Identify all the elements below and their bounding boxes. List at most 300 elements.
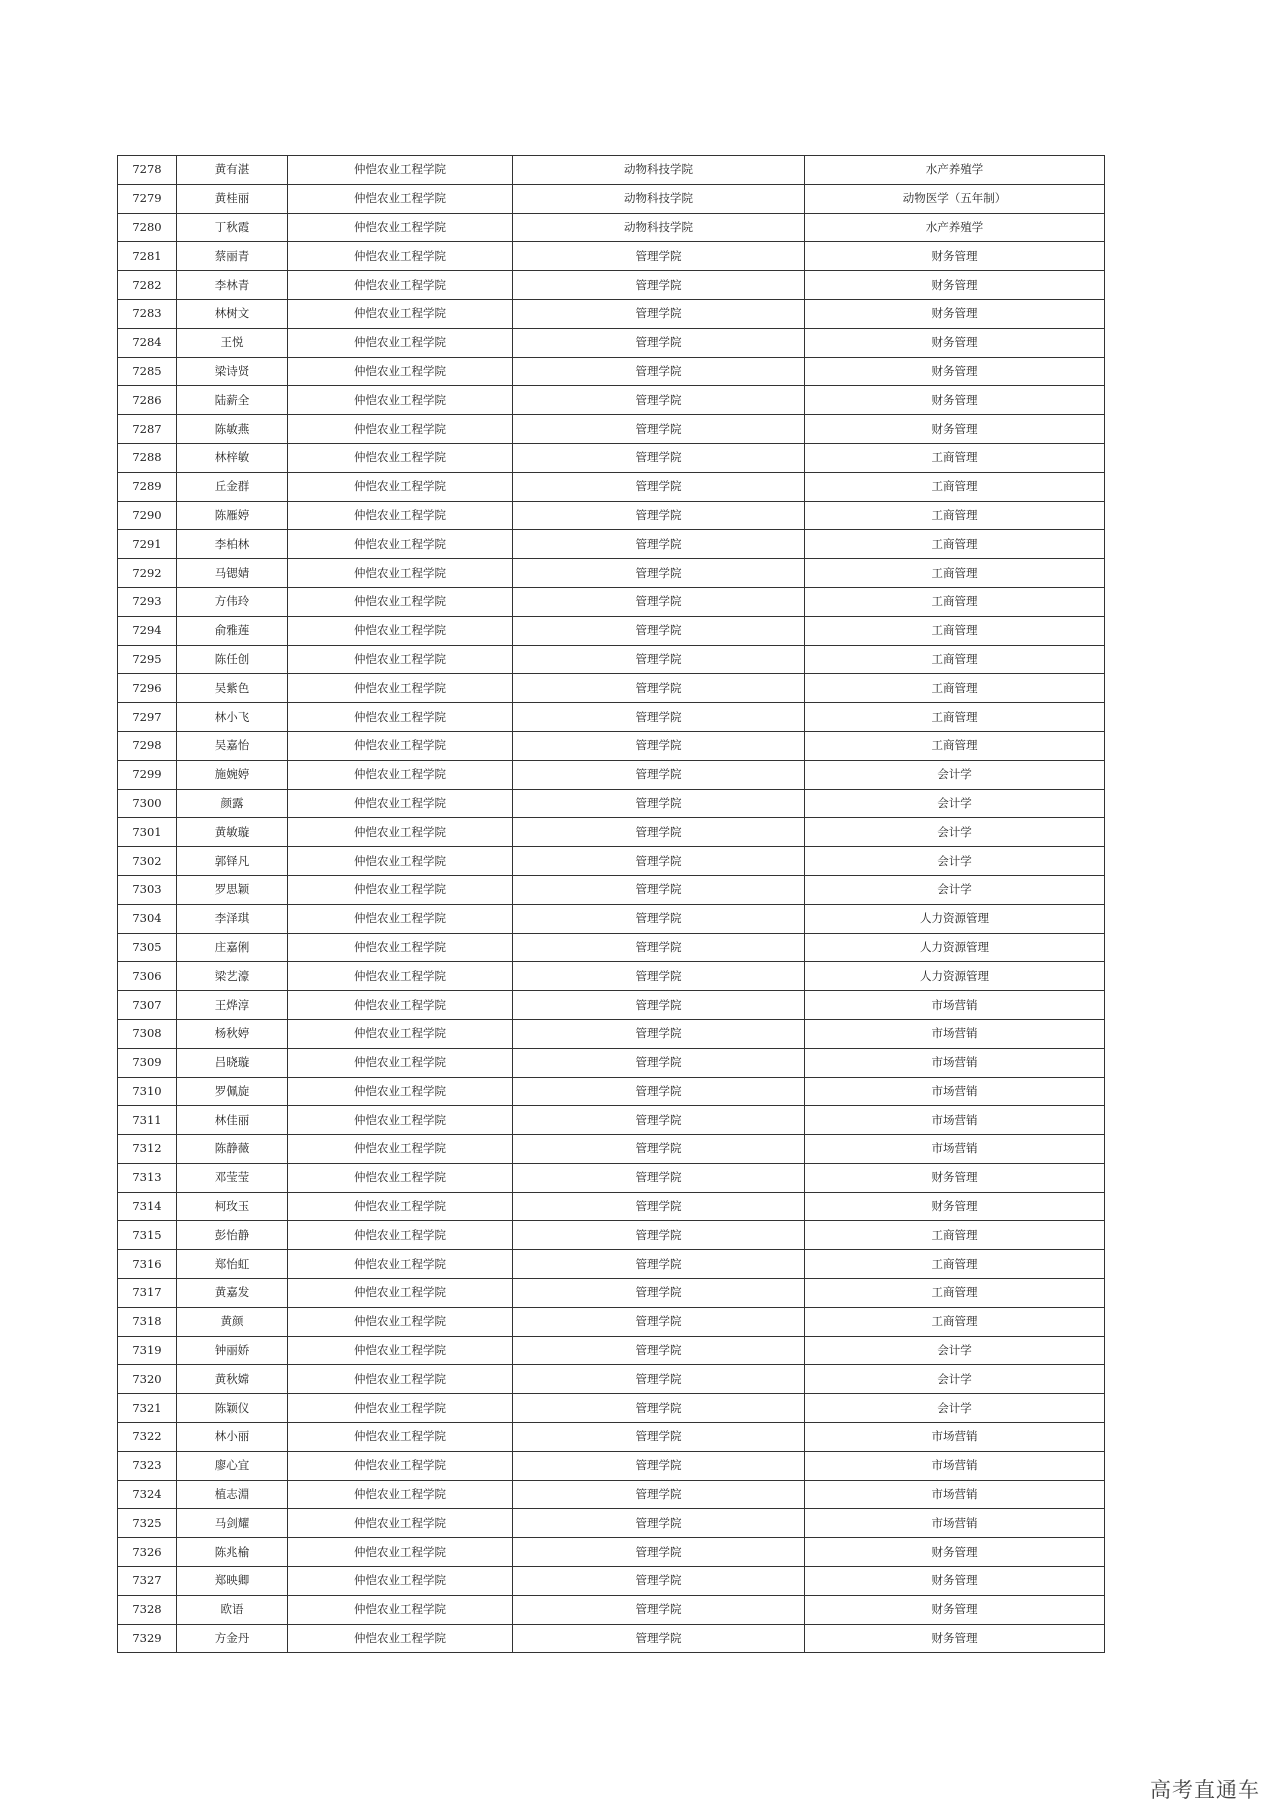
student-name-cell: 林小飞 bbox=[177, 703, 288, 732]
row-number-cell: 7303 bbox=[118, 875, 177, 904]
row-number-cell: 7295 bbox=[118, 645, 177, 674]
college-name-cell: 管理学院 bbox=[513, 1595, 805, 1624]
college-name-cell: 管理学院 bbox=[513, 415, 805, 444]
row-number-cell: 7291 bbox=[118, 530, 177, 559]
table-row bbox=[118, 1509, 1105, 1538]
college-name-cell: 管理学院 bbox=[513, 1048, 805, 1077]
student-name-cell: 黄有湛 bbox=[177, 156, 288, 185]
university-name-cell: 仲恺农业工程学院 bbox=[288, 1048, 513, 1077]
university-name-cell: 仲恺农业工程学院 bbox=[288, 1163, 513, 1192]
student-name-cell: 施婉婷 bbox=[177, 760, 288, 789]
student-name-cell: 李柏林 bbox=[177, 530, 288, 559]
table-row bbox=[118, 242, 1105, 271]
row-number-cell: 7293 bbox=[118, 587, 177, 616]
college-name-cell: 管理学院 bbox=[513, 587, 805, 616]
student-name-cell: 陈静薇 bbox=[177, 1135, 288, 1164]
major-name-cell: 财务管理 bbox=[805, 386, 1105, 415]
university-name-cell: 仲恺农业工程学院 bbox=[288, 760, 513, 789]
row-number-cell: 7288 bbox=[118, 443, 177, 472]
university-name-cell: 仲恺农业工程学院 bbox=[288, 1538, 513, 1567]
university-name-cell: 仲恺农业工程学院 bbox=[288, 1336, 513, 1365]
row-number-cell: 7314 bbox=[118, 1192, 177, 1221]
college-name-cell: 管理学院 bbox=[513, 1624, 805, 1653]
student-name-cell: 钟丽娇 bbox=[177, 1336, 288, 1365]
table-row bbox=[118, 731, 1105, 760]
student-name-cell: 陈敏燕 bbox=[177, 415, 288, 444]
university-name-cell: 仲恺农业工程学院 bbox=[288, 501, 513, 530]
major-name-cell: 水产养殖学 bbox=[805, 156, 1105, 185]
university-name-cell: 仲恺农业工程学院 bbox=[288, 904, 513, 933]
row-number-cell: 7328 bbox=[118, 1595, 177, 1624]
watermark-logo: 高考直通车 bbox=[1150, 1778, 1260, 1802]
roster-body bbox=[118, 156, 1105, 1653]
row-number-cell: 7311 bbox=[118, 1106, 177, 1135]
major-name-cell: 财务管理 bbox=[805, 1163, 1105, 1192]
student-name-cell: 黄敏璇 bbox=[177, 818, 288, 847]
row-number-cell: 7305 bbox=[118, 933, 177, 962]
major-name-cell: 工商管理 bbox=[805, 1250, 1105, 1279]
college-name-cell: 管理学院 bbox=[513, 818, 805, 847]
university-name-cell: 仲恺农业工程学院 bbox=[288, 1509, 513, 1538]
student-name-cell: 陈任创 bbox=[177, 645, 288, 674]
student-name-cell: 庄嘉俐 bbox=[177, 933, 288, 962]
major-name-cell: 人力资源管理 bbox=[805, 904, 1105, 933]
university-name-cell: 仲恺农业工程学院 bbox=[288, 1250, 513, 1279]
major-name-cell: 财务管理 bbox=[805, 1595, 1105, 1624]
university-name-cell: 仲恺农业工程学院 bbox=[288, 1307, 513, 1336]
university-name-cell: 仲恺农业工程学院 bbox=[288, 357, 513, 386]
row-number-cell: 7297 bbox=[118, 703, 177, 732]
table-row bbox=[118, 847, 1105, 876]
table-row bbox=[118, 415, 1105, 444]
table-row bbox=[118, 760, 1105, 789]
university-name-cell: 仲恺农业工程学院 bbox=[288, 875, 513, 904]
table-row bbox=[118, 1135, 1105, 1164]
major-name-cell: 工商管理 bbox=[805, 587, 1105, 616]
table-row bbox=[118, 184, 1105, 213]
major-name-cell: 市场营销 bbox=[805, 1451, 1105, 1480]
table-row bbox=[118, 645, 1105, 674]
university-name-cell: 仲恺农业工程学院 bbox=[288, 472, 513, 501]
university-name-cell: 仲恺农业工程学院 bbox=[288, 703, 513, 732]
college-name-cell: 管理学院 bbox=[513, 703, 805, 732]
row-number-cell: 7280 bbox=[118, 213, 177, 242]
table-row bbox=[118, 328, 1105, 357]
university-name-cell: 仲恺农业工程学院 bbox=[288, 1279, 513, 1308]
major-name-cell: 工商管理 bbox=[805, 1279, 1105, 1308]
row-number-cell: 7323 bbox=[118, 1451, 177, 1480]
college-name-cell: 管理学院 bbox=[513, 1336, 805, 1365]
row-number-cell: 7299 bbox=[118, 760, 177, 789]
student-name-cell: 邓莹莹 bbox=[177, 1163, 288, 1192]
university-name-cell: 仲恺农业工程学院 bbox=[288, 789, 513, 818]
major-name-cell: 工商管理 bbox=[805, 501, 1105, 530]
student-name-cell: 方金丹 bbox=[177, 1624, 288, 1653]
college-name-cell: 管理学院 bbox=[513, 1365, 805, 1394]
major-name-cell: 财务管理 bbox=[805, 242, 1105, 271]
college-name-cell: 动物科技学院 bbox=[513, 213, 805, 242]
student-name-cell: 廖心宜 bbox=[177, 1451, 288, 1480]
student-name-cell: 陆薪全 bbox=[177, 386, 288, 415]
college-name-cell: 管理学院 bbox=[513, 1106, 805, 1135]
student-name-cell: 林梓敏 bbox=[177, 443, 288, 472]
university-name-cell: 仲恺农业工程学院 bbox=[288, 213, 513, 242]
college-name-cell: 管理学院 bbox=[513, 472, 805, 501]
student-name-cell: 马剑耀 bbox=[177, 1509, 288, 1538]
row-number-cell: 7284 bbox=[118, 328, 177, 357]
table-row bbox=[118, 1423, 1105, 1452]
student-name-cell: 梁艺濠 bbox=[177, 962, 288, 991]
major-name-cell: 工商管理 bbox=[805, 731, 1105, 760]
student-name-cell: 林佳丽 bbox=[177, 1106, 288, 1135]
major-name-cell: 工商管理 bbox=[805, 1307, 1105, 1336]
row-number-cell: 7312 bbox=[118, 1135, 177, 1164]
college-name-cell: 管理学院 bbox=[513, 1077, 805, 1106]
college-name-cell: 管理学院 bbox=[513, 1221, 805, 1250]
row-number-cell: 7285 bbox=[118, 357, 177, 386]
row-number-cell: 7321 bbox=[118, 1394, 177, 1423]
table-row bbox=[118, 1567, 1105, 1596]
university-name-cell: 仲恺农业工程学院 bbox=[288, 1192, 513, 1221]
major-name-cell: 会计学 bbox=[805, 1394, 1105, 1423]
row-number-cell: 7317 bbox=[118, 1279, 177, 1308]
university-name-cell: 仲恺农业工程学院 bbox=[288, 1077, 513, 1106]
university-name-cell: 仲恺农业工程学院 bbox=[288, 1423, 513, 1452]
student-name-cell: 郭铎凡 bbox=[177, 847, 288, 876]
table-row bbox=[118, 674, 1105, 703]
row-number-cell: 7325 bbox=[118, 1509, 177, 1538]
major-name-cell: 工商管理 bbox=[805, 559, 1105, 588]
major-name-cell: 会计学 bbox=[805, 875, 1105, 904]
row-number-cell: 7306 bbox=[118, 962, 177, 991]
university-name-cell: 仲恺农业工程学院 bbox=[288, 1365, 513, 1394]
row-number-cell: 7292 bbox=[118, 559, 177, 588]
student-name-cell: 马锶婧 bbox=[177, 559, 288, 588]
table-row bbox=[118, 1192, 1105, 1221]
major-name-cell: 市场营销 bbox=[805, 1019, 1105, 1048]
university-name-cell: 仲恺农业工程学院 bbox=[288, 731, 513, 760]
table-row bbox=[118, 271, 1105, 300]
university-name-cell: 仲恺农业工程学院 bbox=[288, 818, 513, 847]
university-name-cell: 仲恺农业工程学院 bbox=[288, 1595, 513, 1624]
major-name-cell: 人力资源管理 bbox=[805, 933, 1105, 962]
table-row bbox=[118, 933, 1105, 962]
university-name-cell: 仲恺农业工程学院 bbox=[288, 156, 513, 185]
row-number-cell: 7313 bbox=[118, 1163, 177, 1192]
row-number-cell: 7329 bbox=[118, 1624, 177, 1653]
major-name-cell: 工商管理 bbox=[805, 530, 1105, 559]
major-name-cell: 财务管理 bbox=[805, 1567, 1105, 1596]
college-name-cell: 管理学院 bbox=[513, 1423, 805, 1452]
major-name-cell: 市场营销 bbox=[805, 1048, 1105, 1077]
university-name-cell: 仲恺农业工程学院 bbox=[288, 299, 513, 328]
college-name-cell: 管理学院 bbox=[513, 847, 805, 876]
university-name-cell: 仲恺农业工程学院 bbox=[288, 1451, 513, 1480]
major-name-cell: 财务管理 bbox=[805, 357, 1105, 386]
college-name-cell: 管理学院 bbox=[513, 1250, 805, 1279]
row-number-cell: 7300 bbox=[118, 789, 177, 818]
table-row bbox=[118, 818, 1105, 847]
table-row bbox=[118, 1480, 1105, 1509]
table-row bbox=[118, 501, 1105, 530]
table-row bbox=[118, 1106, 1105, 1135]
university-name-cell: 仲恺农业工程学院 bbox=[288, 530, 513, 559]
major-name-cell: 财务管理 bbox=[805, 1624, 1105, 1653]
university-name-cell: 仲恺农业工程学院 bbox=[288, 847, 513, 876]
major-name-cell: 市场营销 bbox=[805, 1106, 1105, 1135]
university-name-cell: 仲恺农业工程学院 bbox=[288, 1106, 513, 1135]
table-row bbox=[118, 1394, 1105, 1423]
college-name-cell: 管理学院 bbox=[513, 904, 805, 933]
college-name-cell: 管理学院 bbox=[513, 933, 805, 962]
university-name-cell: 仲恺农业工程学院 bbox=[288, 328, 513, 357]
college-name-cell: 管理学院 bbox=[513, 271, 805, 300]
table-row bbox=[118, 357, 1105, 386]
major-name-cell: 工商管理 bbox=[805, 443, 1105, 472]
table-row bbox=[118, 1451, 1105, 1480]
student-name-cell: 俞雅莲 bbox=[177, 616, 288, 645]
university-name-cell: 仲恺农业工程学院 bbox=[288, 1019, 513, 1048]
row-number-cell: 7281 bbox=[118, 242, 177, 271]
student-name-cell: 吕晓璇 bbox=[177, 1048, 288, 1077]
college-name-cell: 管理学院 bbox=[513, 559, 805, 588]
university-name-cell: 仲恺农业工程学院 bbox=[288, 1480, 513, 1509]
row-number-cell: 7278 bbox=[118, 156, 177, 185]
college-name-cell: 管理学院 bbox=[513, 1019, 805, 1048]
college-name-cell: 管理学院 bbox=[513, 731, 805, 760]
college-name-cell: 管理学院 bbox=[513, 1192, 805, 1221]
row-number-cell: 7315 bbox=[118, 1221, 177, 1250]
row-number-cell: 7287 bbox=[118, 415, 177, 444]
major-name-cell: 财务管理 bbox=[805, 1192, 1105, 1221]
university-name-cell: 仲恺农业工程学院 bbox=[288, 674, 513, 703]
row-number-cell: 7282 bbox=[118, 271, 177, 300]
major-name-cell: 市场营销 bbox=[805, 1077, 1105, 1106]
college-name-cell: 管理学院 bbox=[513, 1135, 805, 1164]
college-name-cell: 管理学院 bbox=[513, 616, 805, 645]
college-name-cell: 管理学院 bbox=[513, 357, 805, 386]
table-row bbox=[118, 156, 1105, 185]
student-name-cell: 丘金群 bbox=[177, 472, 288, 501]
student-name-cell: 颜露 bbox=[177, 789, 288, 818]
table-row bbox=[118, 616, 1105, 645]
college-name-cell: 管理学院 bbox=[513, 386, 805, 415]
major-name-cell: 会计学 bbox=[805, 1336, 1105, 1365]
college-name-cell: 管理学院 bbox=[513, 1163, 805, 1192]
student-name-cell: 欧语 bbox=[177, 1595, 288, 1624]
student-name-cell: 黄桂丽 bbox=[177, 184, 288, 213]
college-name-cell: 管理学院 bbox=[513, 1394, 805, 1423]
college-name-cell: 管理学院 bbox=[513, 962, 805, 991]
college-name-cell: 管理学院 bbox=[513, 1567, 805, 1596]
table-row bbox=[118, 703, 1105, 732]
table-row bbox=[118, 443, 1105, 472]
row-number-cell: 7283 bbox=[118, 299, 177, 328]
student-name-cell: 罗思颖 bbox=[177, 875, 288, 904]
major-name-cell: 会计学 bbox=[805, 1365, 1105, 1394]
table-row bbox=[118, 875, 1105, 904]
major-name-cell: 市场营销 bbox=[805, 1480, 1105, 1509]
university-name-cell: 仲恺农业工程学院 bbox=[288, 1221, 513, 1250]
major-name-cell: 财务管理 bbox=[805, 299, 1105, 328]
table-row bbox=[118, 472, 1105, 501]
table-row bbox=[118, 213, 1105, 242]
student-name-cell: 罗佩旋 bbox=[177, 1077, 288, 1106]
college-name-cell: 管理学院 bbox=[513, 760, 805, 789]
college-name-cell: 管理学院 bbox=[513, 991, 805, 1020]
row-number-cell: 7296 bbox=[118, 674, 177, 703]
student-name-cell: 方伟玲 bbox=[177, 587, 288, 616]
major-name-cell: 工商管理 bbox=[805, 1221, 1105, 1250]
university-name-cell: 仲恺农业工程学院 bbox=[288, 1567, 513, 1596]
row-number-cell: 7290 bbox=[118, 501, 177, 530]
row-number-cell: 7324 bbox=[118, 1480, 177, 1509]
major-name-cell: 市场营销 bbox=[805, 1423, 1105, 1452]
major-name-cell: 市场营销 bbox=[805, 1509, 1105, 1538]
row-number-cell: 7319 bbox=[118, 1336, 177, 1365]
student-name-cell: 李泽琪 bbox=[177, 904, 288, 933]
college-name-cell: 动物科技学院 bbox=[513, 184, 805, 213]
university-name-cell: 仲恺农业工程学院 bbox=[288, 587, 513, 616]
table-row bbox=[118, 789, 1105, 818]
university-name-cell: 仲恺农业工程学院 bbox=[288, 1135, 513, 1164]
table-row bbox=[118, 1250, 1105, 1279]
row-number-cell: 7326 bbox=[118, 1538, 177, 1567]
table-row bbox=[118, 299, 1105, 328]
row-number-cell: 7286 bbox=[118, 386, 177, 415]
college-name-cell: 管理学院 bbox=[513, 242, 805, 271]
table-row bbox=[118, 991, 1105, 1020]
college-name-cell: 管理学院 bbox=[513, 1451, 805, 1480]
college-name-cell: 管理学院 bbox=[513, 1509, 805, 1538]
major-name-cell: 会计学 bbox=[805, 789, 1105, 818]
major-name-cell: 市场营销 bbox=[805, 991, 1105, 1020]
student-name-cell: 王烨淳 bbox=[177, 991, 288, 1020]
major-name-cell: 会计学 bbox=[805, 818, 1105, 847]
university-name-cell: 仲恺农业工程学院 bbox=[288, 616, 513, 645]
table-row bbox=[118, 587, 1105, 616]
student-name-cell: 林小丽 bbox=[177, 1423, 288, 1452]
student-name-cell: 郑怡虹 bbox=[177, 1250, 288, 1279]
row-number-cell: 7327 bbox=[118, 1567, 177, 1596]
row-number-cell: 7320 bbox=[118, 1365, 177, 1394]
student-name-cell: 彭怡静 bbox=[177, 1221, 288, 1250]
college-name-cell: 管理学院 bbox=[513, 789, 805, 818]
university-name-cell: 仲恺农业工程学院 bbox=[288, 991, 513, 1020]
table-row bbox=[118, 1163, 1105, 1192]
table-row bbox=[118, 530, 1105, 559]
student-roster-table bbox=[117, 155, 1105, 1653]
student-name-cell: 郑映卿 bbox=[177, 1567, 288, 1596]
row-number-cell: 7308 bbox=[118, 1019, 177, 1048]
college-name-cell: 管理学院 bbox=[513, 645, 805, 674]
row-number-cell: 7310 bbox=[118, 1077, 177, 1106]
university-name-cell: 仲恺农业工程学院 bbox=[288, 386, 513, 415]
major-name-cell: 市场营销 bbox=[805, 1135, 1105, 1164]
major-name-cell: 动物医学（五年制） bbox=[805, 184, 1105, 213]
student-name-cell: 林树文 bbox=[177, 299, 288, 328]
major-name-cell: 财务管理 bbox=[805, 271, 1105, 300]
college-name-cell: 管理学院 bbox=[513, 674, 805, 703]
student-name-cell: 黄秋嫦 bbox=[177, 1365, 288, 1394]
table-row bbox=[118, 904, 1105, 933]
table-row bbox=[118, 1048, 1105, 1077]
college-name-cell: 管理学院 bbox=[513, 501, 805, 530]
college-name-cell: 管理学院 bbox=[513, 1307, 805, 1336]
university-name-cell: 仲恺农业工程学院 bbox=[288, 645, 513, 674]
university-name-cell: 仲恺农业工程学院 bbox=[288, 242, 513, 271]
row-number-cell: 7289 bbox=[118, 472, 177, 501]
major-name-cell: 财务管理 bbox=[805, 1538, 1105, 1567]
university-name-cell: 仲恺农业工程学院 bbox=[288, 559, 513, 588]
university-name-cell: 仲恺农业工程学院 bbox=[288, 962, 513, 991]
student-name-cell: 梁诗贤 bbox=[177, 357, 288, 386]
major-name-cell: 会计学 bbox=[805, 847, 1105, 876]
table-row bbox=[118, 1077, 1105, 1106]
college-name-cell: 管理学院 bbox=[513, 328, 805, 357]
university-name-cell: 仲恺农业工程学院 bbox=[288, 1394, 513, 1423]
student-name-cell: 吴紫色 bbox=[177, 674, 288, 703]
row-number-cell: 7304 bbox=[118, 904, 177, 933]
major-name-cell: 水产养殖学 bbox=[805, 213, 1105, 242]
table-row bbox=[118, 1365, 1105, 1394]
major-name-cell: 工商管理 bbox=[805, 703, 1105, 732]
college-name-cell: 管理学院 bbox=[513, 875, 805, 904]
student-name-cell: 吴嘉怡 bbox=[177, 731, 288, 760]
student-name-cell: 丁秋霞 bbox=[177, 213, 288, 242]
table-row bbox=[118, 1624, 1105, 1653]
row-number-cell: 7318 bbox=[118, 1307, 177, 1336]
student-name-cell: 陈雁婷 bbox=[177, 501, 288, 530]
table-row bbox=[118, 1307, 1105, 1336]
row-number-cell: 7307 bbox=[118, 991, 177, 1020]
table-row bbox=[118, 1221, 1105, 1250]
major-name-cell: 工商管理 bbox=[805, 472, 1105, 501]
university-name-cell: 仲恺农业工程学院 bbox=[288, 1624, 513, 1653]
student-name-cell: 柯玫玉 bbox=[177, 1192, 288, 1221]
college-name-cell: 管理学院 bbox=[513, 443, 805, 472]
student-name-cell: 植志淵 bbox=[177, 1480, 288, 1509]
university-name-cell: 仲恺农业工程学院 bbox=[288, 443, 513, 472]
university-name-cell: 仲恺农业工程学院 bbox=[288, 415, 513, 444]
student-name-cell: 王悦 bbox=[177, 328, 288, 357]
major-name-cell: 财务管理 bbox=[805, 328, 1105, 357]
major-name-cell: 财务管理 bbox=[805, 415, 1105, 444]
university-name-cell: 仲恺农业工程学院 bbox=[288, 933, 513, 962]
table-row bbox=[118, 1279, 1105, 1308]
college-name-cell: 管理学院 bbox=[513, 299, 805, 328]
table-row bbox=[118, 1595, 1105, 1624]
table-row bbox=[118, 962, 1105, 991]
table-row bbox=[118, 559, 1105, 588]
table-row bbox=[118, 1336, 1105, 1365]
student-name-cell: 陈兆榆 bbox=[177, 1538, 288, 1567]
row-number-cell: 7294 bbox=[118, 616, 177, 645]
college-name-cell: 管理学院 bbox=[513, 1538, 805, 1567]
college-name-cell: 管理学院 bbox=[513, 530, 805, 559]
row-number-cell: 7279 bbox=[118, 184, 177, 213]
row-number-cell: 7301 bbox=[118, 818, 177, 847]
table-row bbox=[118, 1019, 1105, 1048]
row-number-cell: 7322 bbox=[118, 1423, 177, 1452]
table-row bbox=[118, 386, 1105, 415]
row-number-cell: 7309 bbox=[118, 1048, 177, 1077]
row-number-cell: 7298 bbox=[118, 731, 177, 760]
student-name-cell: 黄颜 bbox=[177, 1307, 288, 1336]
major-name-cell: 工商管理 bbox=[805, 645, 1105, 674]
major-name-cell: 会计学 bbox=[805, 760, 1105, 789]
university-name-cell: 仲恺农业工程学院 bbox=[288, 271, 513, 300]
